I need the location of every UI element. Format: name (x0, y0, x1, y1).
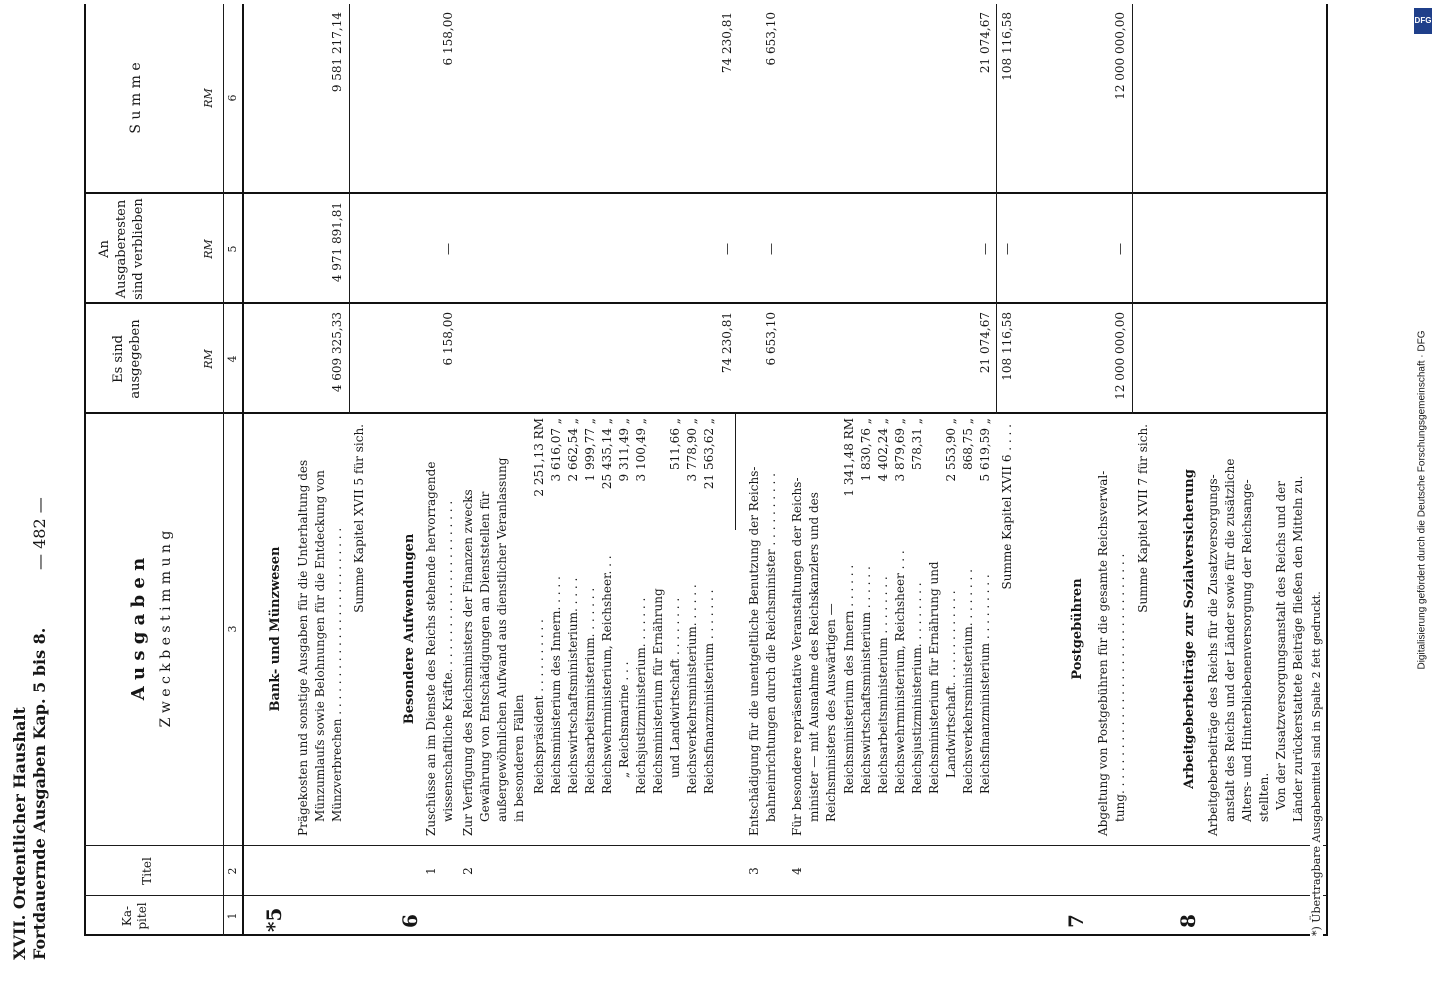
breakdown-item-label: Reichsministerium für Ernährung (651, 588, 665, 794)
kap6-t2-text-1: Zur Verfügung des Reichsministers der Finanzen zwecks (461, 489, 475, 836)
kap6-t3-col6: 6 653,10 (764, 12, 778, 66)
kap5-col5: 4 971 891,81 (330, 202, 344, 283)
kap6-t4-text-3: Reichsministers des Auswärtigen — (824, 603, 838, 822)
kap7-col6: 12 000 000,00 (1113, 12, 1127, 100)
kap7-sum-rule (1132, 4, 1133, 414)
kap6-t2-col5: — (720, 243, 734, 255)
breakdown-item-label: Reichsarbeitsministerium . . . . . . . . (876, 576, 890, 794)
col-titel-divider (84, 845, 1326, 846)
page-number: — 482 — (30, 497, 49, 570)
breakdown-item-label: Reichsverkehrsministerium. . . . . . . . (961, 569, 975, 794)
kap6-titel-3: 3 (747, 867, 761, 875)
kap6-t4-text-1: Für besondere repräsentative Veranstaltungen der Reichs- (790, 477, 804, 836)
header-number-row-top (223, 4, 224, 936)
kap8-text-3: Alters- und Hinterbliebenenversorgung der Reichsange- (1240, 479, 1254, 822)
breakdown-item-label: Reichswehrministerium, Reichsheer . . . (893, 550, 907, 794)
kap6-sum-col5: — (1000, 243, 1014, 255)
kapitel-8-number: 8 (1176, 914, 1200, 928)
kap6-t2-text-4: in besonderen Fällen (512, 694, 526, 822)
kap6-t4-text-2: minister — mit Ausnahme des Reichskanzlers und des (807, 492, 821, 822)
kapitel-7-number: 7 (1064, 914, 1088, 928)
breakdown-item-label: Reichsfinanzministerium . . . . . . . . . (978, 574, 992, 794)
colnum-4: 4 (226, 355, 239, 363)
kap7-col5: — (1113, 243, 1127, 255)
breakdown-item-value: 511,66 „ (668, 418, 682, 471)
breakdown-item-value: 9 311,49 „ (617, 418, 631, 482)
kap6-t2-text-3: außergewöhnlichen Aufwand aus dienstlicher Veranlassung (495, 457, 509, 822)
kap8-text-6: Länder zurückerstattete Beiträge fließen den Mitteln zu. (1291, 475, 1305, 822)
kap6-t4-col6: 21 074,67 (978, 12, 992, 74)
breakdown-item-label: Reichsministerium des Innern. . . . . (549, 576, 563, 794)
header-col5: An Ausgaberesten sind verblieben (97, 198, 146, 300)
breakdown-item-label: Reichswirtschaftsministerium. . . . . (566, 577, 580, 794)
breakdown-item-label: Reichswirtschaftsministerium . . . . . . (859, 566, 873, 794)
colnum-5: 5 (226, 245, 239, 253)
kap6-t1-text-2: wissenschaftliche Kräfte. . . . . . . . . . . . . . . . . . . . . . . (441, 500, 455, 822)
kap6-t3-col5: — (764, 243, 778, 255)
kap7-sum-label: Summe Kapitel XVII 7 für sich. (1136, 424, 1150, 613)
breakdown-item-value: 5 619,59 „ (978, 418, 992, 482)
header-bottom-border (242, 4, 244, 936)
breakdown-item-label: und Landwirtschaft . . . . . . . . (668, 597, 682, 778)
breakdown-item-value: 21 563,62 „ (702, 418, 716, 490)
kap6-t3-text-1: Entschädigung für die unentgeltliche Benutzung der Reichs- (747, 466, 761, 836)
kap6-t2-sum-rule (735, 414, 736, 530)
breakdown-item-value: 3 879,69 „ (893, 418, 907, 482)
header-col4: Es sind ausgegeben (111, 319, 143, 399)
kap8-text-1: Arbeitgeberbeiträge des Reichs für die Zusatzversorgungs- (1206, 474, 1220, 836)
header-line-1: XVII. Ordentlicher Haushalt (10, 707, 29, 960)
kap6-t3-col4: 6 653,10 (764, 312, 778, 366)
digitization-sidebar (1410, 8, 1434, 992)
breakdown-item-value: 868,75 „ (961, 418, 975, 471)
header-col6: S u m m e (128, 62, 144, 134)
breakdown-item-label: Landwirtschaft. . . . . . . . . . . . . (944, 590, 958, 778)
colnum-6: 6 (226, 94, 239, 102)
breakdown-item-value: 3 778,90 „ (685, 418, 699, 482)
col-kapitel-divider (84, 895, 1326, 896)
breakdown-item-label: Reichsjustizministerium. . . . . . . (634, 597, 648, 794)
breakdown-item-value: 3 100,49 „ (634, 418, 648, 482)
kap6-t2-col6: 74 230,81 (720, 12, 734, 74)
kapitel-5-heading: Bank- und Münzwesen (268, 546, 283, 712)
kap8-text-5: Von der Zusatzversorgungsanstalt des Reichs und der (1274, 480, 1288, 810)
colnum-2: 2 (226, 867, 239, 875)
kap6-t1-col4: 6 158,00 (441, 312, 455, 366)
header-kapitel: Ka- pitel (120, 902, 149, 930)
kap6-t1-text-1: Zuschüsse an im Dienste des Reichs stehende hervorragende (424, 461, 438, 836)
kap5-text-2: Münzumlaufs sowie Belohnungen für die Entdeckung von (313, 470, 327, 822)
header-line-2: Fortdauernde Ausgaben Kap. 5 bis 8. (30, 627, 49, 960)
kap6-t4-col4: 21 074,67 (978, 312, 992, 374)
kap5-sum-label: Summe Kapitel XVII 5 für sich. (352, 424, 366, 613)
breakdown-item-label: Reichsverkehrsministerium. . . . . . (685, 584, 699, 794)
breakdown-item-label: Reichsjustizministerium. . . . . . . . . (910, 582, 924, 794)
breakdown-item-value: 578,31 „ (910, 418, 924, 471)
kap6-sum-col6: 108 116,58 (1000, 12, 1014, 81)
breakdown-item-label: Reichsfinanzministerium . . . . . . . (702, 589, 716, 794)
kapitel-5-number: *5 (262, 907, 286, 932)
breakdown-item-value: 25 435,14 „ (600, 418, 614, 490)
kapitel-7-heading: Postgebühren (1070, 578, 1085, 680)
kap5-sum-rule (349, 4, 350, 414)
breakdown-item-label: Reichspräsident . . . . . . . . . . (532, 619, 546, 794)
breakdown-item-value: 1 830,76 „ (859, 418, 873, 482)
kap6-sum-col4: 108 116,58 (1000, 312, 1014, 381)
header-titel: Titel (140, 857, 154, 885)
kap6-sum-label: Summe Kapitel XVII 6 . . . . (1000, 424, 1014, 590)
kap6-titel-4: 4 (790, 867, 804, 875)
colnum-3: 3 (226, 625, 239, 633)
kap5-text-1: Prägekosten und sonstige Ausgaben für die Unterhaltung des (296, 459, 310, 836)
header-zweckbestimmung: Z w e c k b e s t i m m u n g (158, 530, 174, 728)
breakdown-item-label: Reichsarbeitsministerium. . . . . . . (583, 587, 597, 794)
kap6-t4-col5: — (978, 243, 992, 255)
digitization-credit: Digitalisierung gefördert durch die Deutsche Forschungsgemeinschaft · DFG (1416, 330, 1428, 670)
breakdown-item-label: Reichswehrministerium, Reichsheer. . . (600, 555, 614, 794)
breakdown-item-value: 2 251,13 RM (532, 418, 546, 497)
header-ausgaben: A u s g a b e n (128, 557, 149, 701)
unit-col6: RM (202, 88, 215, 108)
unit-col4: RM (202, 349, 215, 369)
table-top-border (84, 4, 86, 936)
colnum-1: 1 (226, 912, 239, 920)
kap6-t2-col4: 74 230,81 (720, 312, 734, 374)
kap5-col6: 9 581 217,14 (330, 12, 344, 93)
kap6-sum-rule (996, 4, 997, 414)
kap6-t1-col5: — (441, 243, 455, 255)
breakdown-item-value: 1 999,77 „ (583, 418, 597, 482)
kap6-t1-col6: 6 158,00 (441, 12, 455, 66)
breakdown-item-value: 4 402,24 „ (876, 418, 890, 482)
breakdown-item-label: Reichsministerium des Innern . . . . . . (842, 564, 856, 794)
kap7-text-1: Abgeltung von Postgebühren für die gesamte Reichsverwal- (1096, 470, 1110, 836)
kap7-text-2: tung. . . . . . . . . . . . . . . . . . . . . . . . . . . . . . . . (1113, 553, 1127, 822)
kap6-titel-1: 1 (424, 867, 438, 875)
kap6-t2-text-2: Gewährung von Entschädigungen an Dienststellen für (478, 491, 492, 822)
kap5-col4: 4 609 325,33 (330, 312, 344, 393)
col-4-divider (84, 302, 1326, 304)
breakdown-item-value: 3 616,07 „ (549, 418, 563, 482)
breakdown-item-value: 2 553,90 „ (944, 418, 958, 482)
kapitel-8-heading: Arbeitgeberbeiträge zur Sozialversicherung (1182, 469, 1197, 789)
breakdown-item-label: Reichsministerium für Ernährung und (927, 561, 941, 794)
unit-col5: RM (202, 239, 215, 259)
col-5-divider (84, 192, 1326, 194)
kapitel-6-number: 6 (398, 914, 422, 928)
kap5-text-3: Münzverbrechen . . . . . . . . . . . . . . . . . . . . . . . . . (330, 527, 344, 822)
table-bottom-border (1326, 4, 1328, 936)
footnote: *) Übertragbare Ausgabemittel sind in Spalte 2 fett gedruckt. (1310, 587, 1323, 936)
kap8-text-2: anstalt des Reichs und der Länder sowie für die zusätzliche (1223, 458, 1237, 822)
kap6-t3-text-2: bahneinrichtungen durch die Reichsminister . . . . . . . . . . (764, 473, 778, 822)
breakdown-item-label: „ Reichsmarine . . . (617, 661, 631, 778)
breakdown-item-value: 1 341,48 RM (842, 418, 856, 497)
kap8-text-4: stellten. (1257, 772, 1271, 822)
kapitel-6-heading: Besondere Aufwendungen (402, 533, 417, 725)
kap7-col4: 12 000 000,00 (1113, 312, 1127, 400)
table-left-border (84, 934, 1326, 936)
kap6-titel-2: 2 (461, 867, 475, 875)
dfg-logo: DFG (1414, 8, 1432, 34)
breakdown-item-value: 2 662,54 „ (566, 418, 580, 482)
